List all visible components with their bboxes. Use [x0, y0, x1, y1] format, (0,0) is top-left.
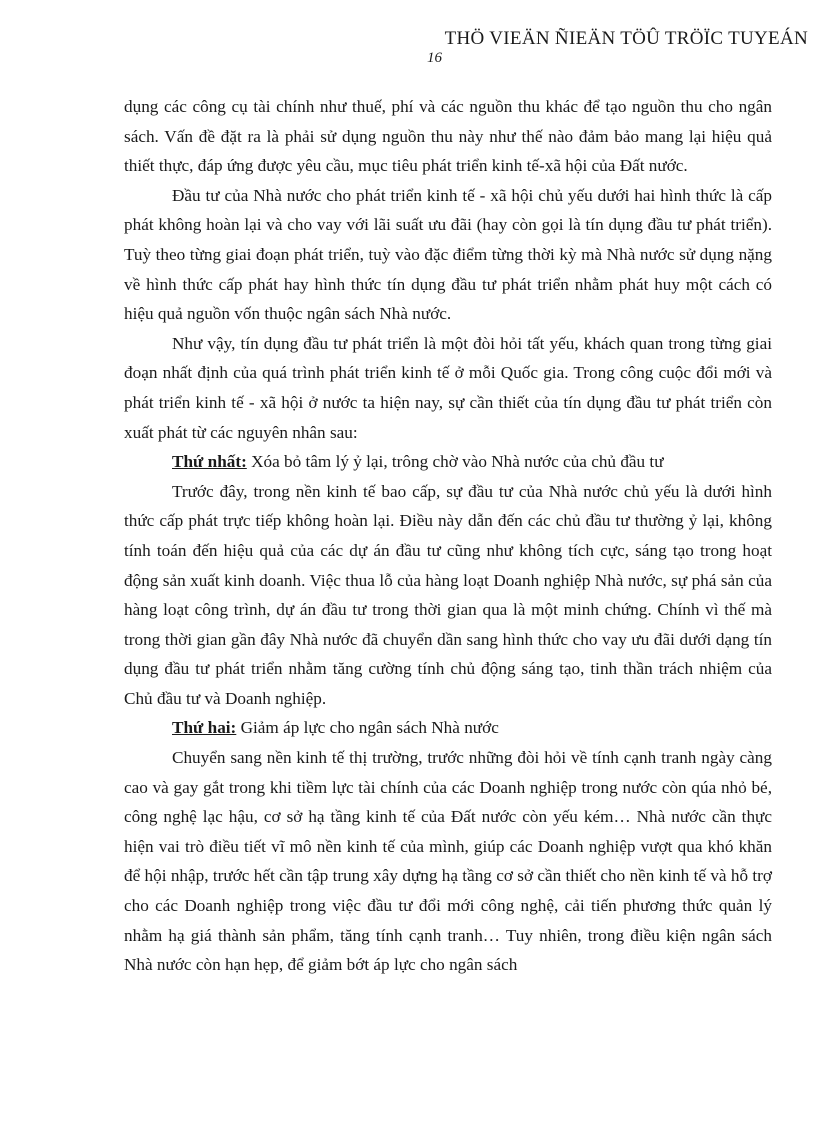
- second-reason-label: Thứ hai:: [172, 718, 237, 738]
- paragraph-2: Đầu tư của Nhà nước cho phát triển kinh tế - xã hội chủ yếu dưới hai hình thức là cấp phát không hoàn lại và cho vay với lãi suất ưu đãi (hay còn gọi là tín dụng đầu tư phát triển). Tuỳ theo từng giai đoạn phát triển, tuỳ vào đặc điểm từng thời kỳ mà Nhà nước sử dụng nặng về hình thức cấp phát hay hình thức tín dụng đầu tư phát triển nhằm phát huy một cách có hiệu quả nguồn vốn thuộc ngân sách Nhà nước.: [124, 185, 772, 324]
- library-header-title: THÖ VIEÄN ÑIEÄN TÖÛ TRÖÏC TUYEÁN: [444, 28, 808, 49]
- second-reason-heading: [124, 713, 772, 743]
- second-reason-text: Giảm áp lực cho ngân sách Nhà nước: [236, 718, 499, 738]
- page-number: 16: [427, 50, 442, 66]
- paragraph-5: Chuyển sang nền kinh tế thị trường, trước những đòi hỏi về tính cạnh tranh ngày càng cao và gay gắt trong khi tiềm lực tài chính của các Doanh nghiệp trong nước còn qúa nhỏ bé, công nghệ lạc hậu, cơ sở hạ tầng kinh tế của Đất nước còn yếu kém… Nhà nước cần thực hiện vai trò điều tiết vĩ mô nền kinh tế của mình, giúp các Doanh nghiệp vượt qua khó khăn để hội nhập, trước hết cần tập trung xây dựng hạ tầng cơ sở cần thiết cho nền kinh tế và hỗ trợ cho các Doanh nghiệp trong việc đầu tư đổi mới công nghệ, cải tiến phương thức quản lý nhằm hạ giá thành sản phẩm, tăng tính cạnh tranh… Tuy nhiên, trong điều kiện ngân sách Nhà nước còn hạn hẹp, để giảm bớt áp lực cho ngân sách: [124, 748, 772, 975]
- paragraph-1: dụng các công cụ tài chính như thuế, phí và các nguồn thu khác để tạo nguồn thu cho ngân sách. Vấn đề đặt ra là phải sử dụng nguồn thu này như thế nào đảm bảo mang lại hiệu quả thiết thực, đáp ứng được yêu cầu, mục tiêu phát triển kinh tế-xã hội của Đất nước.: [124, 97, 772, 176]
- document-body: [124, 92, 772, 980]
- paragraph-4: Trước đây, trong nền kinh tế bao cấp, sự đầu tư của Nhà nước chủ yếu là dưới hình thức cấp phát trực tiếp không hoàn lại. Điều này dẫn đến các chủ đầu tư thường ỷ lại, không tính toán đến hiệu quả của các dự án đầu tư cũng như không tích cực, sáng tạo trong hoạt động sản xuất kinh doanh. Việc thua lỗ của hàng loạt Doanh nghiệp Nhà nước, sự phá sản của hàng loạt công trình, dự án đầu tư trong thời gian qua là một minh chứng. Chính vì thế mà trong thời gian gần đây Nhà nước đã chuyển dần sang hình thức cho vay ưu đãi dưới dạng tín dụng đầu tư phát triển nhằm tăng cường tính chủ động sáng tạo, tinh thần trách nhiệm của Chủ đầu tư và Doanh nghiệp.: [124, 481, 772, 708]
- first-reason-label: Thứ nhất:: [172, 452, 247, 472]
- first-reason-heading: [124, 447, 772, 477]
- paragraph-3: Như vậy, tín dụng đầu tư phát triển là một đòi hỏi tất yếu, khách quan trong từng giai đoạn nhất định của quá trình phát triển kinh tế ở mỗi Quốc gia. Trong công cuộc đổi mới và phát triển kinh tế - xã hội ở nước ta hiện nay, sự cần thiết của tín dụng đầu tư phát triển còn xuất phát từ các nguyên nhân sau:: [124, 333, 772, 442]
- first-reason-text: Xóa bỏ tâm lý ỷ lại, trông chờ vào Nhà nước của chủ đầu tư: [246, 452, 664, 472]
